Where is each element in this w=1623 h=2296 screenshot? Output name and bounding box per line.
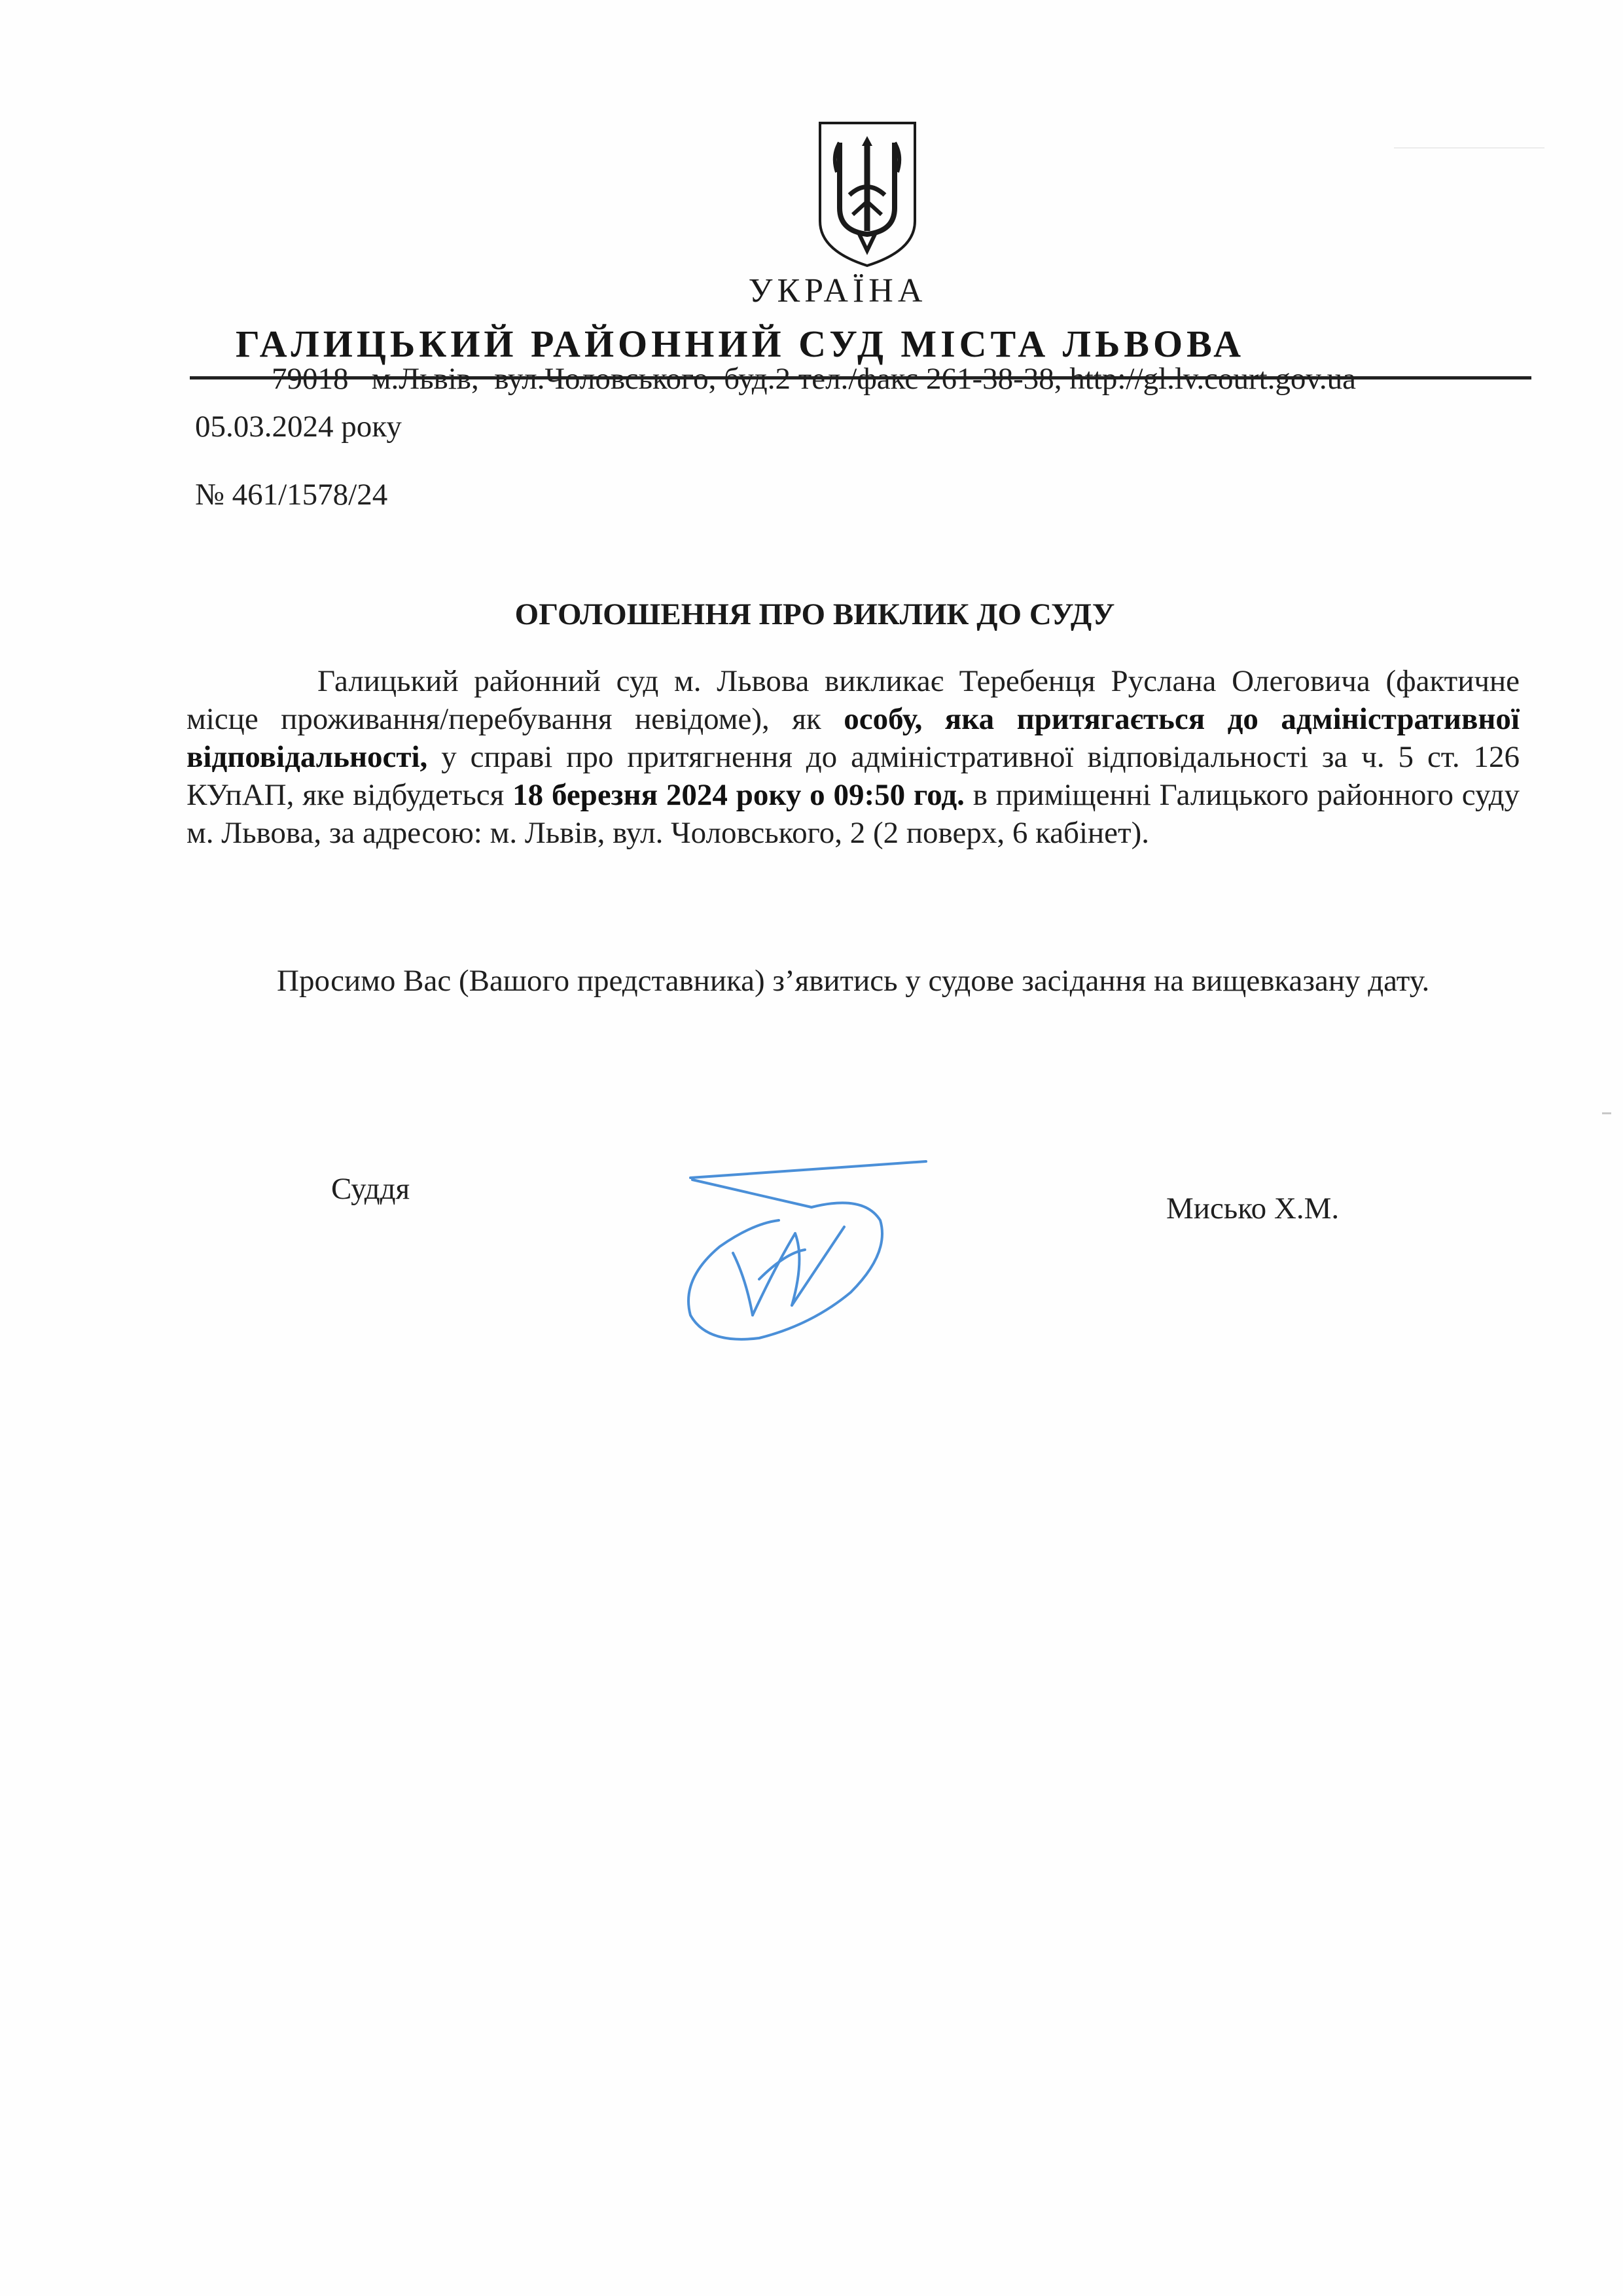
summons-paragraph — [187, 662, 1520, 852]
paragraph-bold-datetime: 18 березня 2024 року о 09:50 год. — [512, 778, 965, 812]
signer-name: Мисько Х.М. — [1166, 1192, 1340, 1226]
document-date: 05.03.2024 року — [195, 410, 402, 444]
document-title: ОГОЛОШЕННЯ ПРО ВИКЛИК ДО СУДУ — [514, 597, 1115, 631]
request-paragraph: Просимо Вас (Вашого представника) з’явитись у судове засідання на вищевказану дату. — [277, 964, 1430, 998]
court-name-heading: ГАЛИЦЬКИЙ РАЙОННИЙ СУД МІСТА ЛЬВОВА — [236, 323, 1245, 365]
court-address: 79018 м.Львів, вул.Чоловського, буд.2 тел./факс 261-38-38, http://gl.lv.court.gov.ua — [272, 362, 1356, 396]
paragraph-text: в приміщенні Галицького районного суду м. Львова, за адресою: м. Львів, вул. Чоловського, 2 (2 поверх, 6 кабінет). — [187, 778, 1520, 850]
trident-coat-of-arms-icon — [813, 116, 921, 270]
paragraph-text: у справі про притягнення до адміністративної відповідальності за ч. 5 ст. 126 КУпАП, яке відбудеться — [187, 740, 1520, 812]
scan-mark — [1602, 1112, 1611, 1114]
paragraph-bold-role: особу, яка притягається до адміністративної відповідальності, — [187, 702, 1520, 774]
case-number: № 461/1578/24 — [195, 478, 388, 512]
country-heading: УКРАЇНА — [748, 272, 927, 309]
scan-mark — [1394, 147, 1544, 149]
handwritten-signature-icon — [654, 1148, 949, 1345]
signer-role: Суддя — [331, 1172, 410, 1206]
paragraph-text: Галицький районний суд м. Львова викликає Теребенця Руслана Олеговича (фактичне місце проживання/перебування невідоме), як — [187, 664, 1520, 736]
